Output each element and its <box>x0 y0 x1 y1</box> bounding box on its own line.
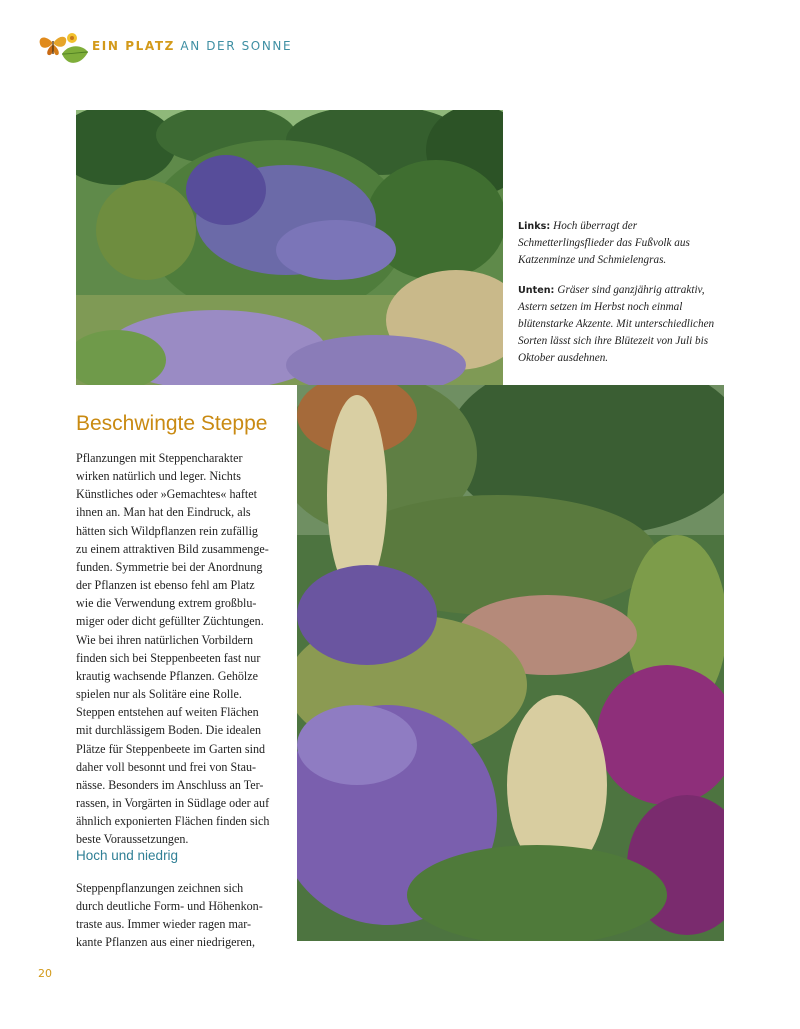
text-line: miger oder dicht gefüllter Züchtungen. <box>76 614 264 629</box>
text-line: hätten sich Wildpflanzen rein zufällig <box>76 523 258 538</box>
text-line: daher voll besonnt und frei von Stau- <box>76 759 257 774</box>
chapter-title <box>92 39 292 53</box>
caption-left-text: Hoch überragt der Schmetterlingsflieder das Fußvolk aus Katzenminze und Schmielengras. <box>518 220 690 267</box>
text-line: Pflanzungen mit Steppencharakter <box>76 451 243 465</box>
text-line: Wie bei ihren natürlichen Vorbildern <box>76 632 254 647</box>
butterfly-leaf-icon <box>38 30 90 72</box>
garden-photo-steppe <box>297 385 724 941</box>
text-line: durch deutliche Form- und Höhenkon- <box>76 899 263 914</box>
text-line: spielen nur als Solitäre eine Rolle. <box>76 687 242 702</box>
body-paragraph <box>76 449 288 848</box>
chapter-title-strong: EIN PLATZ <box>92 39 175 53</box>
body-paragraph-2 <box>76 879 288 952</box>
text-line: wirken natürlich und leger. Nichts <box>76 469 241 484</box>
text-line: krautig wachsende Pflanzen. Gehölze <box>76 668 259 683</box>
text-line: wie die Verwendung extrem großblu- <box>76 596 257 611</box>
text-line: ähnlich exponierten Flächen finden sich <box>76 814 270 829</box>
text-line: beste Voraussetzungen. <box>76 832 189 847</box>
text-line: zu einem attraktiven Bild zusammenge- <box>76 541 269 556</box>
text-line: Plätze für Steppenbeete im Garten sind <box>76 741 266 756</box>
text-line: funden. Symmetrie bei der Anordnung <box>76 559 263 574</box>
caption-bottom-text: Gräser sind ganzjährig attraktiv, Astern setzen im Herbst noch einmal blütenstarke Akzente. Mit unterschiedlichen Sorten lässt sich ihre Blütezeit von Juli bis Oktober ausdehnen. <box>518 283 715 365</box>
subheading: Hoch und niedrig <box>76 848 179 863</box>
section-heading: Beschwingte Steppe <box>76 412 268 435</box>
text-line: nässe. Besonders im Anschluss an Ter- <box>76 777 264 792</box>
running-header <box>38 30 338 75</box>
garden-photo-butterfly-bush <box>76 110 503 385</box>
caption-left-label: Links: <box>518 221 551 232</box>
text-line: der Pflanzen ist ebenso fehl am Platz <box>76 578 255 593</box>
caption-bottom <box>518 282 730 368</box>
text-line: rassen, in Vorgärten in Südlage oder auf <box>76 795 270 810</box>
text-line: Künstliches oder »Gemachtes« haftet <box>76 487 258 502</box>
text-line: ihnen an. Man hat den Eindruck, als <box>76 505 251 520</box>
text-line: kante Pflanzen aus einer niedrigeren, <box>76 935 255 950</box>
caption-bottom-label: Unten: <box>518 284 555 296</box>
chapter-title-light: AN DER SONNE <box>180 39 293 53</box>
text-line: mit durchlässigem Boden. Die idealen <box>76 723 262 738</box>
photo-captions <box>518 218 730 380</box>
text-line: Steppenpflanzungen zeichnen sich <box>76 881 244 895</box>
text-line: Steppen entstehen auf weiten Flächen <box>76 705 259 720</box>
page-number: 20 <box>38 967 52 980</box>
caption-left <box>518 218 730 270</box>
text-line: finden sich bei Steppenbeeten fast nur <box>76 650 261 665</box>
text-line: traste aus. Immer wieder ragen mar- <box>76 917 252 932</box>
